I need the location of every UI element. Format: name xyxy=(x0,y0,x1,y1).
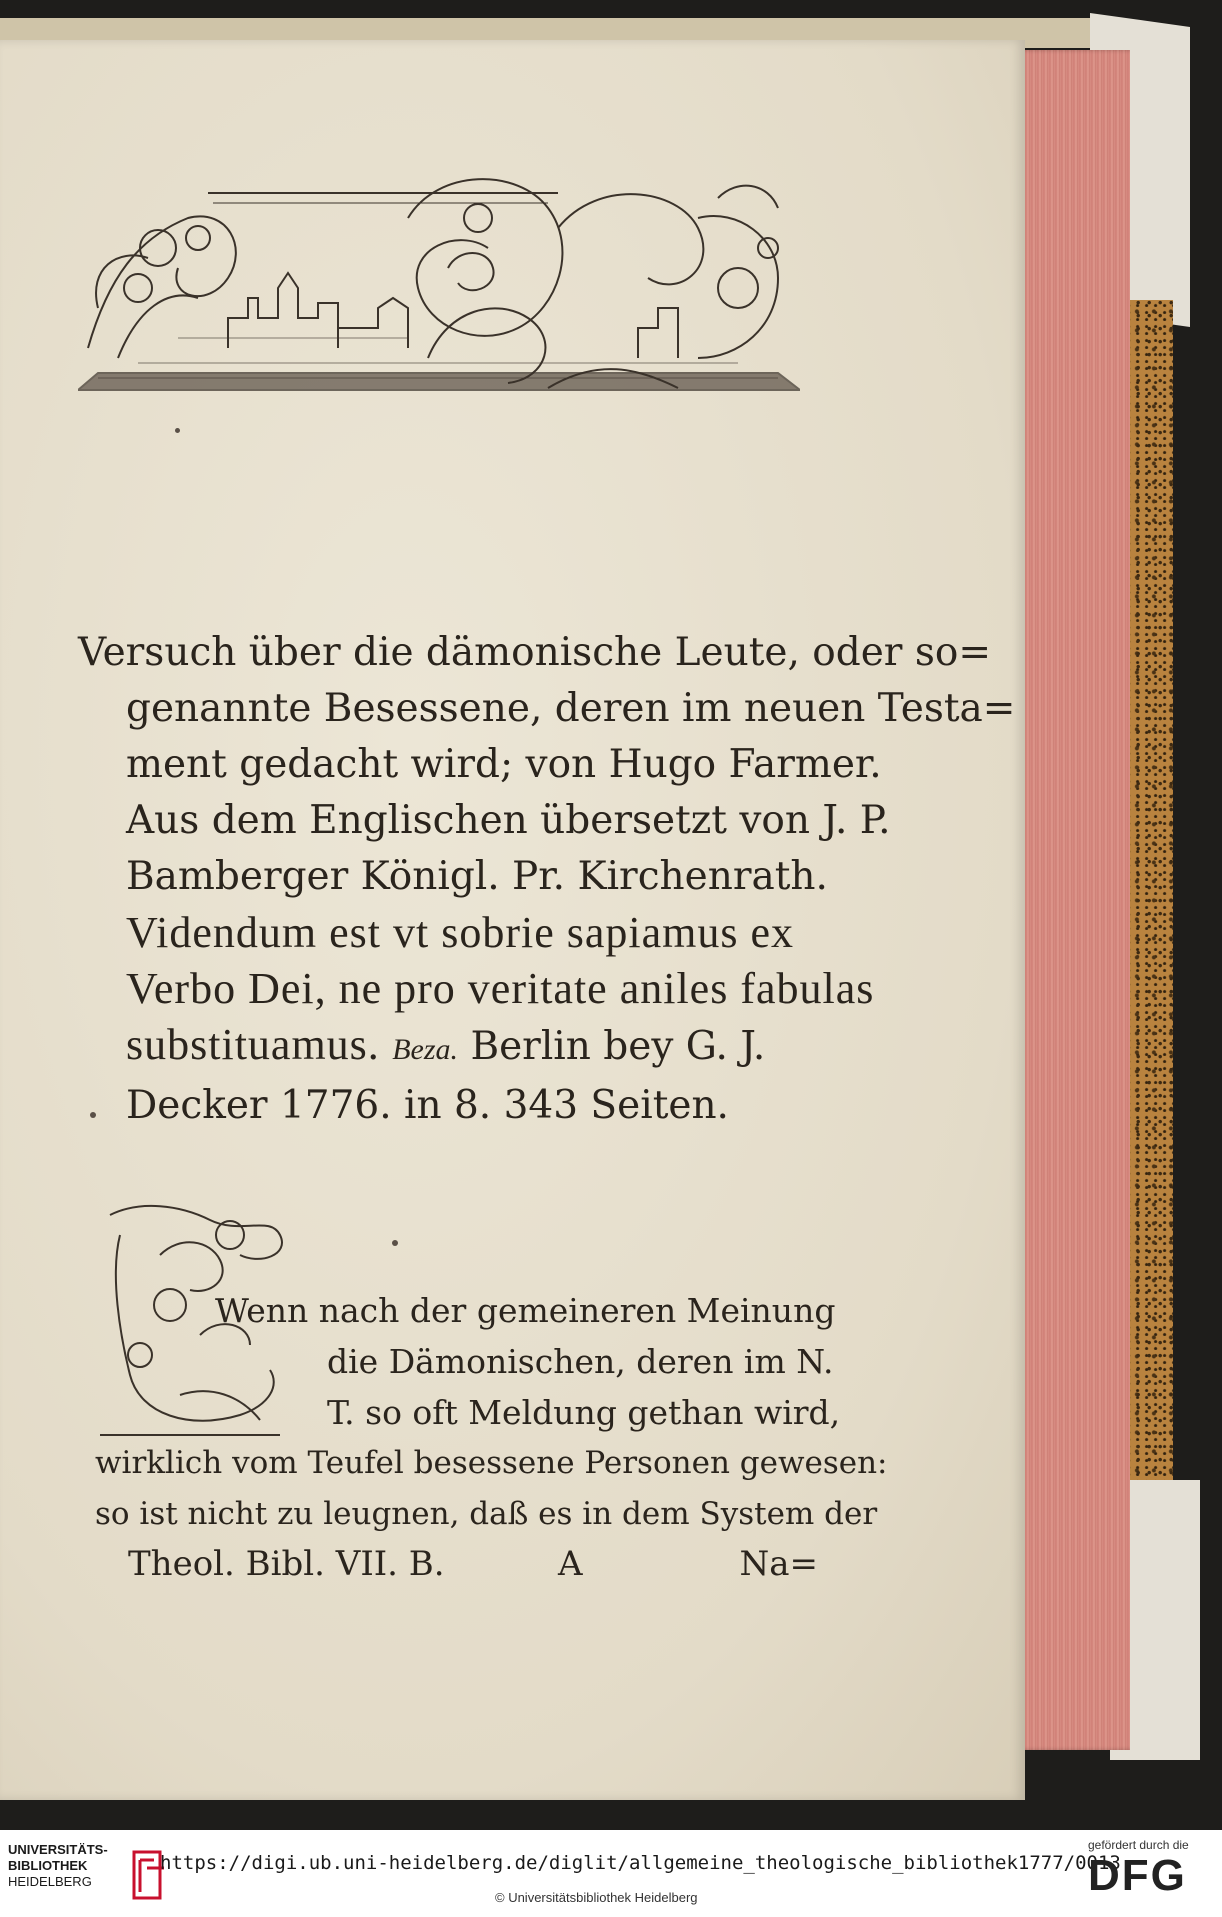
body-text xyxy=(95,1285,888,1540)
page-footer-line xyxy=(128,1544,818,1594)
library-name-line: HEIDELBERG xyxy=(8,1874,92,1889)
library-name-line: UNIVERSITÄTS- xyxy=(8,1842,108,1857)
permalink-url[interactable]: https://digi.ub.uni-heidelberg.de/diglit/allgemeine_theologische_bibliothek1777/0013 xyxy=(160,1852,1121,1874)
sponsor-logo[interactable] xyxy=(1088,1838,1218,1913)
headpiece-ornament xyxy=(78,158,800,398)
sponsor-label: gefördert durch die xyxy=(1088,1838,1189,1852)
heading-line: Versuch über die dämonische Leute, oder so= xyxy=(78,630,992,675)
ink-speck xyxy=(90,1112,96,1118)
ink-speck xyxy=(175,428,180,433)
motto-author: Beza. xyxy=(392,1033,459,1066)
motto-line: substituamus. xyxy=(126,1020,380,1069)
red-page-edges xyxy=(1018,50,1130,1750)
sheet-mark: A xyxy=(558,1544,583,1584)
motto-line: Verbo Dei, ne pro veritate aniles fabulas xyxy=(126,964,875,1013)
body-line: T. so oft Meldung gethan wird, xyxy=(327,1393,841,1432)
viewer-footer xyxy=(0,1830,1222,1917)
catchword: Na= xyxy=(739,1544,818,1584)
body-line: wirklich vom Teufel besessene Personen gewesen: xyxy=(95,1445,888,1481)
heading-line: ment gedacht wird; von Hugo Farmer. xyxy=(126,742,882,787)
copyright-notice: © Universitätsbibliothek Heidelberg xyxy=(495,1890,698,1905)
signature-line: Theol. Bibl. VII. B. xyxy=(128,1544,445,1584)
heading-line: Bamberger Königl. Pr. Kirchenrath. xyxy=(126,854,828,899)
marbled-cover-board xyxy=(1125,300,1173,1640)
imprint-line: Berlin bey G. J. xyxy=(470,1024,766,1069)
heading-line: genannte Besessene, deren im neuen Testa= xyxy=(126,686,1016,731)
ink-speck xyxy=(392,1240,398,1246)
library-logo[interactable] xyxy=(8,1842,168,1912)
body-line: die Dämonischen, deren im N. xyxy=(327,1342,834,1381)
library-name-line: BIBLIOTHEK xyxy=(8,1858,88,1873)
body-line: so ist nicht zu leugnen, daß es in dem System der xyxy=(95,1496,878,1532)
review-heading xyxy=(78,625,1016,1134)
sponsor-brand: DFG xyxy=(1088,1851,1187,1900)
heading-line: Aus dem Englischen übersetzt von J. P. xyxy=(126,798,891,843)
imprint-line: Decker 1776. in 8. 343 Seiten. xyxy=(126,1083,729,1128)
motto-line: Videndum est vt sobrie sapiamus ex xyxy=(126,908,795,957)
body-line: Wenn nach der gemeineren Meinung xyxy=(215,1291,836,1330)
